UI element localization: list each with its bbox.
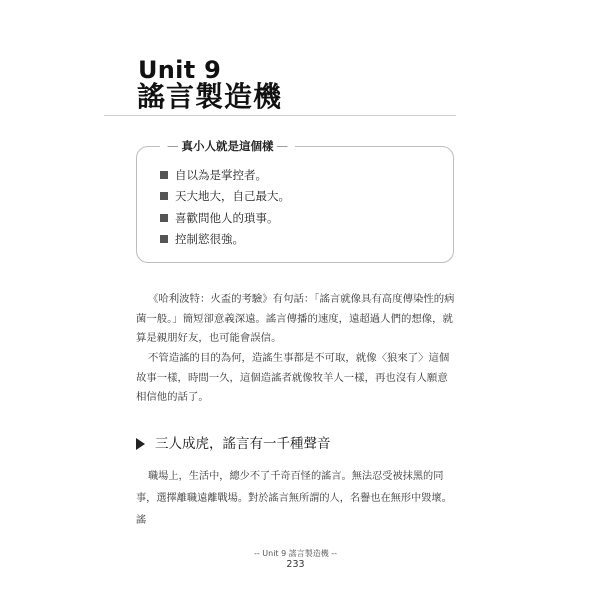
page-number: 233 [286,559,305,570]
section-paragraph: 職場上，生活中，總少不了千奇百怪的謠言。無法忍受被抹黑的同事，選擇離職遠離戰場。對於謠言無所謂的人，名譽也在無形中毀壞。謠 [136,471,452,526]
body-paragraph-2: 不管造謠的目的為何，造謠生事都是不可取，就像〈狼來了〉這個故事一樣，時間一久，這個造謠者就像牧羊人一樣，再也沒有人願意相信他的話了。 [136,352,450,403]
square-bullet-icon [160,235,168,243]
trait-list [160,164,290,250]
section-heading [136,435,331,453]
chapter-title: 謠言製造機 [137,80,283,113]
unit-number: Unit 9 [138,56,222,84]
trait-box-label [160,138,295,154]
trait-item [160,186,290,208]
label-dash-left: — [167,139,179,153]
label-dash-right: — [276,139,288,153]
trait-box-label-text: 真小人就是這個樣 [181,139,274,153]
running-footer: -- Unit 9 謠言製造機 -- [253,549,338,558]
trait-item-text: 喜歡問他人的瑣事。 [175,210,279,225]
title-divider [104,115,456,116]
square-bullet-icon [160,171,168,179]
triangle-marker-icon [136,438,145,450]
square-bullet-icon [160,192,168,200]
trait-item [160,164,290,186]
trait-item-text: 自以為是掌控者。 [175,167,267,182]
body-paragraph-1: 《哈利波特：火盃的考驗》有句話：「謠言就像具有高度傳染性的病菌一般。」簡短卻意義深遠。謠言傳播的速度，遠超過人們的想像，就算是親朋好友，也可能會誤信。 [136,293,455,344]
square-bullet-icon [160,214,168,222]
section-heading-text: 三人成虎，謠言有一千種聲音 [155,436,331,452]
trait-item-text: 天大地大，自己最大。 [175,189,290,204]
trait-item [160,229,290,251]
trait-item [160,207,290,229]
trait-item-text: 控制慾很強。 [175,232,244,247]
